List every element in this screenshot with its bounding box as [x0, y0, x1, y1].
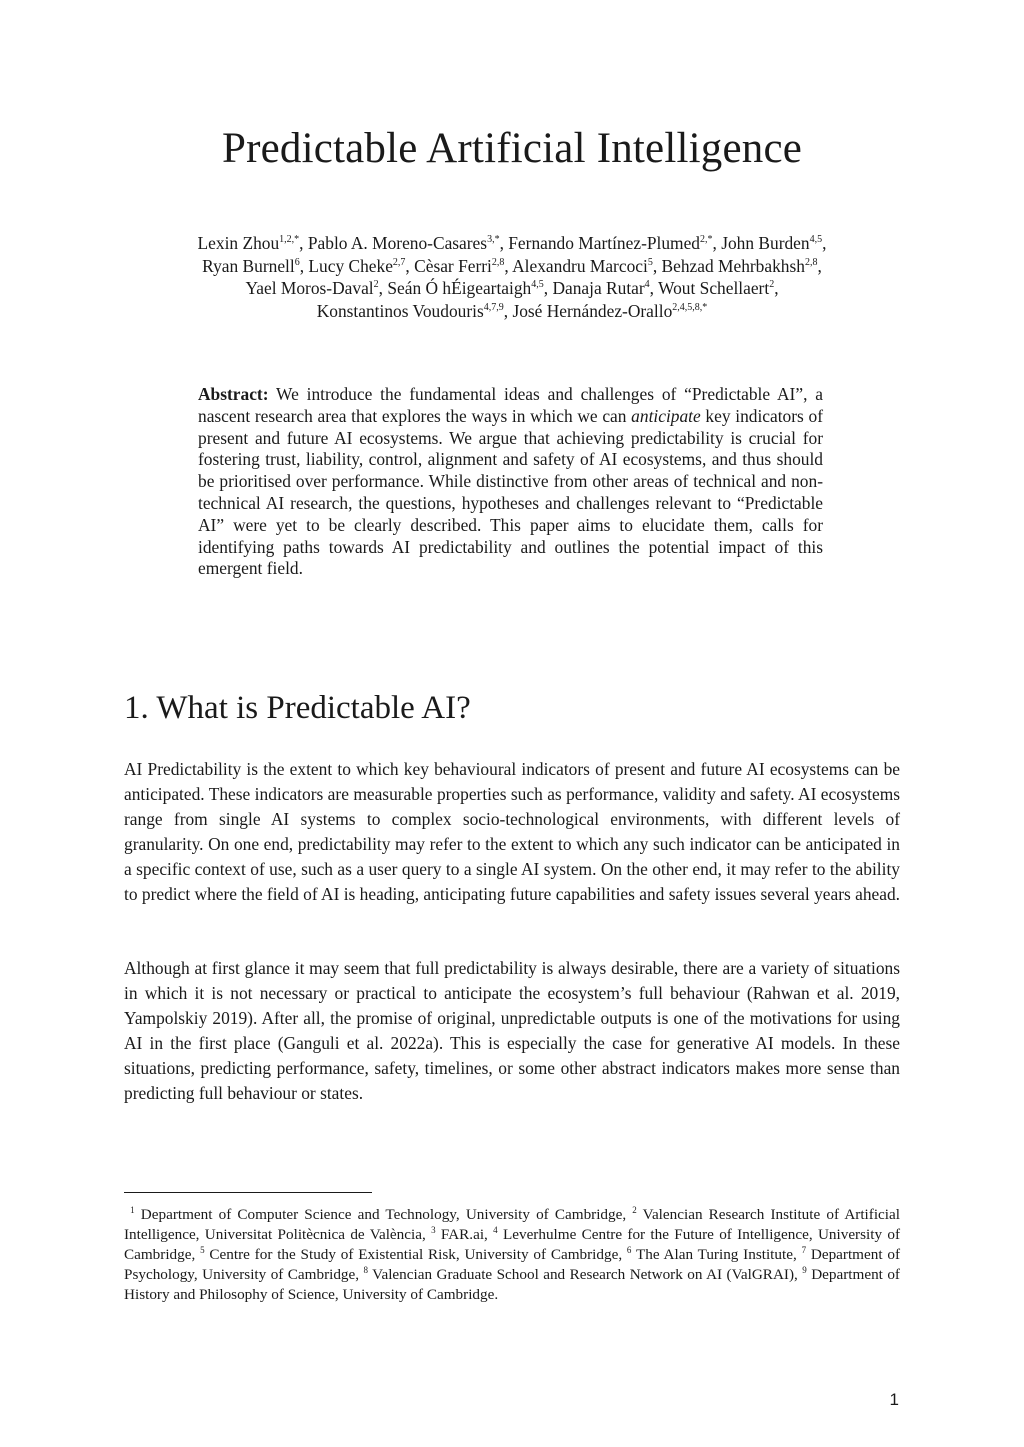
page-number: 1 — [889, 1390, 899, 1409]
author-name: Lucy Cheke — [308, 255, 393, 276]
author-separator: , — [822, 233, 827, 253]
author-name: Yael Moros-Daval — [245, 278, 374, 299]
author-list — [140, 232, 884, 322]
author-separator: , — [774, 278, 779, 299]
footnote-affiliation: FAR.ai, — [435, 1225, 494, 1243]
author-name: Lexin Zhou — [197, 233, 280, 253]
author-name: José Hernández-Orallo — [512, 300, 673, 321]
author-name: Danaja Rutar — [552, 278, 645, 299]
author-name: Konstantinos Voudouris — [316, 300, 484, 321]
abstract-text-end: key indicators of present and future AI ecosystems. We argue that achieving predictability is crucial for fostering trust, liability, control, alignment and safety of AI ecosystems, and thus should be prioritised over performance. While distinctive from other areas of technical and non-technical AI research, the questions, hypotheses and challenges relevant to “Predictable AI” were yet to be clearly described. This paper aims to elucidate them, calls for identifying paths towards AI predictability and outlines the potential impact of this emergent field. — [198, 405, 823, 579]
paragraph-text: Although at first glance it may seem that full predictability is always desirable, there are a variety of situations in which it is not necessary or practical to anticipate the ecosystem’s full behaviour (Rahwan et al. 2019, Yampolskiy 2019). After all, the promise of original, unpredictable outputs is one of the motivations for using AI in the first place (Ganguli et al. 2022a). This is especially the case for generative AI models. In these situations, predicting performance, safety, timelines, or some other abstract indicators makes more sense than predicting full behaviour or states. — [124, 958, 900, 1103]
author-line — [140, 277, 884, 300]
abstract-label: Abstract: — [198, 384, 269, 404]
author-separator: , — [299, 255, 309, 276]
author-separator: , — [504, 255, 513, 276]
author-separator: , — [543, 278, 553, 299]
author-affiliation-marker: 5 — [647, 256, 653, 268]
abstract-text-start: We introduce the fundamental ideas and challenges of “Predictable AI”, a nascent research area that explores the ways in which we can — [198, 384, 823, 426]
author-name: Fernando Martínez-Plumed — [508, 233, 700, 253]
abstract — [198, 384, 823, 580]
paragraph-text: AI Predictability is the extent to which key behavioural indicators of present and future AI ecosystems can be anticipated. These indicators are measurable properties such as performance, validity and safety. AI ecosystems range from single AI systems to complex socio-technological environments, with different levels of granularity. On one end, predictability may refer to the extent to which any such indicator can be anticipated in a specific context of use, such as a user query to a single AI system. On the other end, it may refer to the ability to predict where the field of AI is heading, anticipating future capabilities and safety issues several years ahead. — [124, 759, 901, 904]
footnote-text — [124, 1205, 900, 1305]
body-paragraph — [124, 956, 900, 1105]
author-separator: , — [299, 233, 308, 253]
author-name: Pablo A. Moreno-Casares — [307, 233, 488, 253]
author-affiliation-marker: 2,8 — [804, 256, 818, 268]
section-heading: 1. What is Predictable AI? — [124, 690, 471, 726]
author-name: Ryan Burnell — [202, 255, 295, 276]
footnote-marker: 9 — [802, 1264, 807, 1275]
author-separator: , — [817, 255, 822, 276]
author-affiliation-marker: 2,4,5,8,* — [672, 301, 708, 313]
body-paragraph — [124, 757, 900, 906]
author-affiliation-marker: 4,7,9 — [483, 301, 504, 313]
author-affiliation-marker: 2,7 — [392, 256, 406, 268]
author-affiliation-marker: 4,5 — [531, 279, 544, 291]
affiliations-footnote — [124, 1205, 900, 1305]
author-affiliation-marker: 6 — [294, 256, 300, 268]
footnote-affiliation: Centre for the Study of Existential Risk, University of Cambridge, — [204, 1245, 627, 1263]
author-affiliation-marker: 2,8 — [491, 256, 505, 268]
author-separator: , — [649, 278, 659, 299]
author-affiliation-marker: 3,* — [487, 234, 500, 245]
author-separator: , — [712, 233, 722, 253]
footnote-affiliation: The Alan Turing Institute, — [631, 1245, 802, 1263]
author-affiliation-marker: 1,2,* — [279, 234, 300, 245]
author-name: Seán Ó hÉigeartaigh — [387, 278, 532, 299]
author-name: Alexandru Marcoci — [512, 255, 648, 276]
paper-title: Predictable Artificial Intelligence — [221, 125, 803, 172]
footnote-marker: 7 — [801, 1244, 807, 1255]
author-affiliation-marker: 2 — [373, 279, 379, 291]
footnote-affiliation: Valencian Research Institute of Artificial Intelligence, Universitat Politècnica de València, — [124, 1206, 900, 1243]
author-separator: , — [378, 278, 388, 299]
author-name: Cèsar Ferri — [414, 255, 492, 276]
author-name: John Burden — [721, 233, 810, 253]
footnote-marker: 5 — [200, 1244, 205, 1255]
footnote-marker: 2 — [632, 1205, 637, 1215]
author-affiliation-marker: 2,* — [700, 234, 713, 245]
footnote-marker: 3 — [431, 1224, 436, 1235]
author-line — [140, 300, 884, 323]
footnote-affiliation: Department of History and Philosophy of Science, University of Cambridge. — [124, 1265, 900, 1303]
author-separator: , — [499, 233, 509, 253]
footnote-marker: 6 — [626, 1244, 632, 1255]
author-line — [140, 255, 884, 278]
footnote-affiliation: Leverhulme Centre for the Future of Intelligence, University of Cambridge, — [124, 1225, 901, 1263]
author-separator: , — [503, 300, 513, 321]
author-separator: , — [652, 255, 662, 276]
footnote-affiliation: Department of Computer Science and Technology, University of Cambridge, — [134, 1206, 633, 1223]
author-affiliation-marker: 4,5 — [809, 234, 823, 245]
footnote-affiliation: Valencian Graduate School and Research Network on AI (ValGRAI), — [368, 1265, 803, 1283]
author-name: Wout Schellaert — [658, 278, 770, 299]
footnote-marker: 1 — [130, 1205, 135, 1215]
author-name: Behzad Mehrbakhsh — [661, 255, 805, 276]
footnote-divider — [124, 1192, 372, 1193]
footnote-affiliation: Department of Psychology, University of Cambridge, — [124, 1245, 901, 1283]
footnote-marker: 8 — [363, 1264, 369, 1275]
abstract-emphasis: anticipate — [631, 405, 701, 426]
author-separator: , — [405, 255, 415, 276]
footnote-marker: 4 — [493, 1224, 498, 1235]
author-affiliation-marker: 4 — [644, 279, 650, 291]
author-affiliation-marker: 2 — [769, 279, 775, 291]
author-line — [140, 232, 884, 255]
